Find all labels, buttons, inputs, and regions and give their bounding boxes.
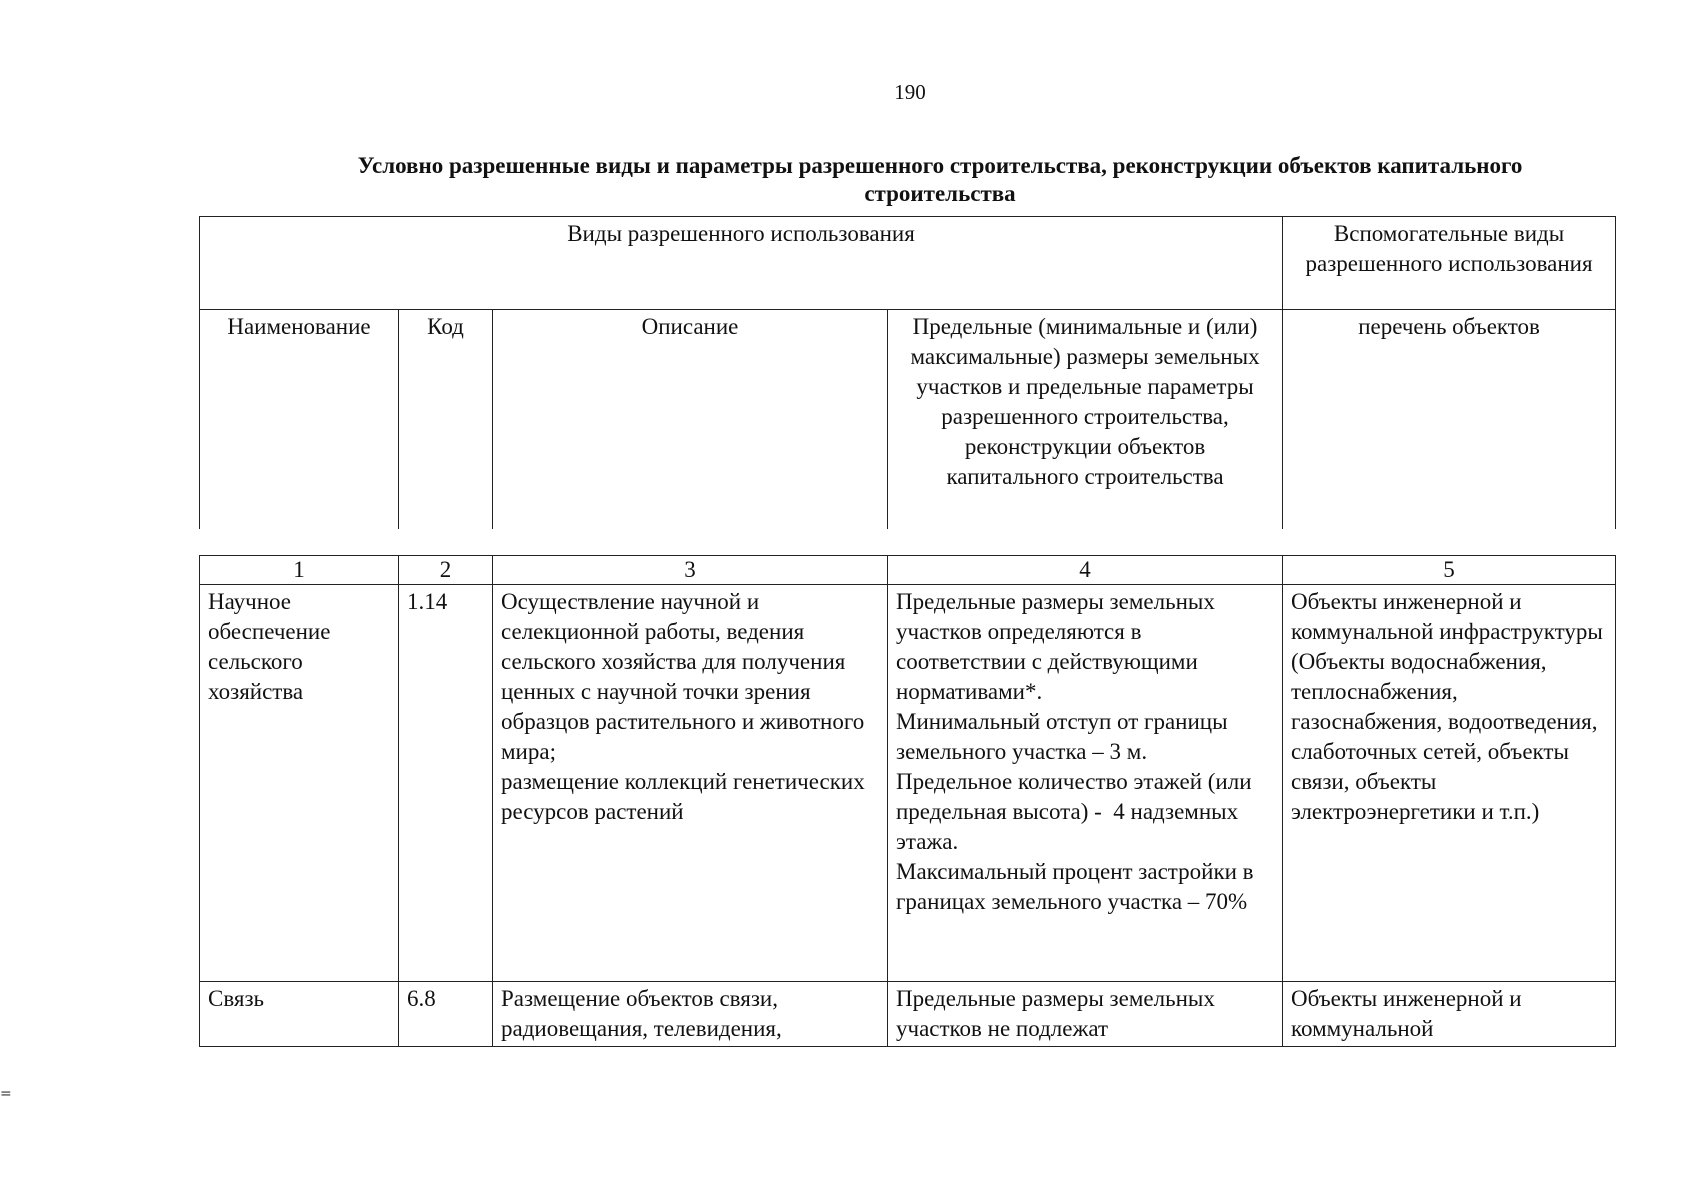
column-number: 2 [399, 556, 493, 585]
column-number: 4 [888, 556, 1283, 585]
column-number: 3 [493, 556, 888, 585]
column-number: 1 [200, 556, 399, 585]
margin-mark: = [0, 1086, 12, 1102]
header-col-aux-list: перечень объектов [1283, 310, 1616, 530]
header-col-parameters: Предельные (минимальные и (или) максимальные) размеры земельных участков и предельные параметры разрешенного строительства, реконструкции объектов капитального строительства [888, 310, 1283, 530]
parameter-line: Максимальный процент застройки в границах земельного участка – 70% [896, 859, 1260, 914]
body-table [199, 555, 1616, 1047]
row-aux-objects [1283, 982, 1616, 1047]
row-name: Связь [200, 982, 399, 1047]
column-number: 5 [1283, 556, 1616, 585]
title-line-2: строительства [864, 181, 1016, 206]
table-row [200, 585, 1616, 982]
description-line: Осуществление научной и селекционной работы, ведения сельского хозяйства для получения ценных с научной точки зрения образцов растительного и животного мира; [501, 589, 870, 764]
header-col-code: Код [399, 310, 493, 530]
row-parameters [888, 585, 1283, 982]
row-name: Научное обеспечение сельского хозяйства [200, 585, 399, 982]
page-number: 190 [894, 80, 926, 104]
row-aux-objects: Объекты инженерной и коммунальной инфраструктуры (Объекты водоснабжения, теплоснабжения, газоснабжения, водоотведения, слаботочных сетей, объекты связи, объекты электроэнергетики и т.п.) [1283, 585, 1616, 982]
description-line: радиовещания, телевидения, [501, 1016, 782, 1041]
parameter-line: Предельные размеры земельных участков определяются в соответствии с действующими нормативами*. [896, 589, 1221, 704]
aux-line: коммунальной [1291, 1016, 1434, 1041]
header-col-name: Наименование [200, 310, 399, 530]
header-aux-cell: Вспомогательные виды разрешенного использования [1283, 217, 1616, 310]
description-line: Размещение объектов связи, [501, 986, 778, 1011]
row-parameters [888, 982, 1283, 1047]
row-description [493, 982, 888, 1047]
parameter-line: Предельное количество этажей (или предельная высота) - 4 надземных этажа. [896, 769, 1258, 854]
document-title [240, 152, 1640, 208]
header-col-description: Описание [493, 310, 888, 530]
header-table [199, 216, 1616, 529]
row-code: 1.14 [399, 585, 493, 982]
row-code: 6.8 [399, 982, 493, 1047]
table-row [200, 982, 1616, 1047]
aux-line: Объекты инженерной и [1291, 986, 1522, 1011]
title-line-1: Условно разрешенные виды и параметры разрешенного строительства, реконструкции объектов капитального [357, 153, 1523, 178]
parameter-line: Предельные размеры земельных [896, 986, 1215, 1011]
description-line: размещение коллекций генетических ресурсов растений [501, 769, 871, 824]
header-group-cell: Виды разрешенного использования [200, 217, 1283, 310]
column-number-row [200, 556, 1616, 585]
parameter-line: Минимальный отступ от границы земельного участка – 3 м. [896, 709, 1234, 764]
parameter-line: участков не подлежат [896, 1016, 1109, 1041]
row-description [493, 585, 888, 982]
